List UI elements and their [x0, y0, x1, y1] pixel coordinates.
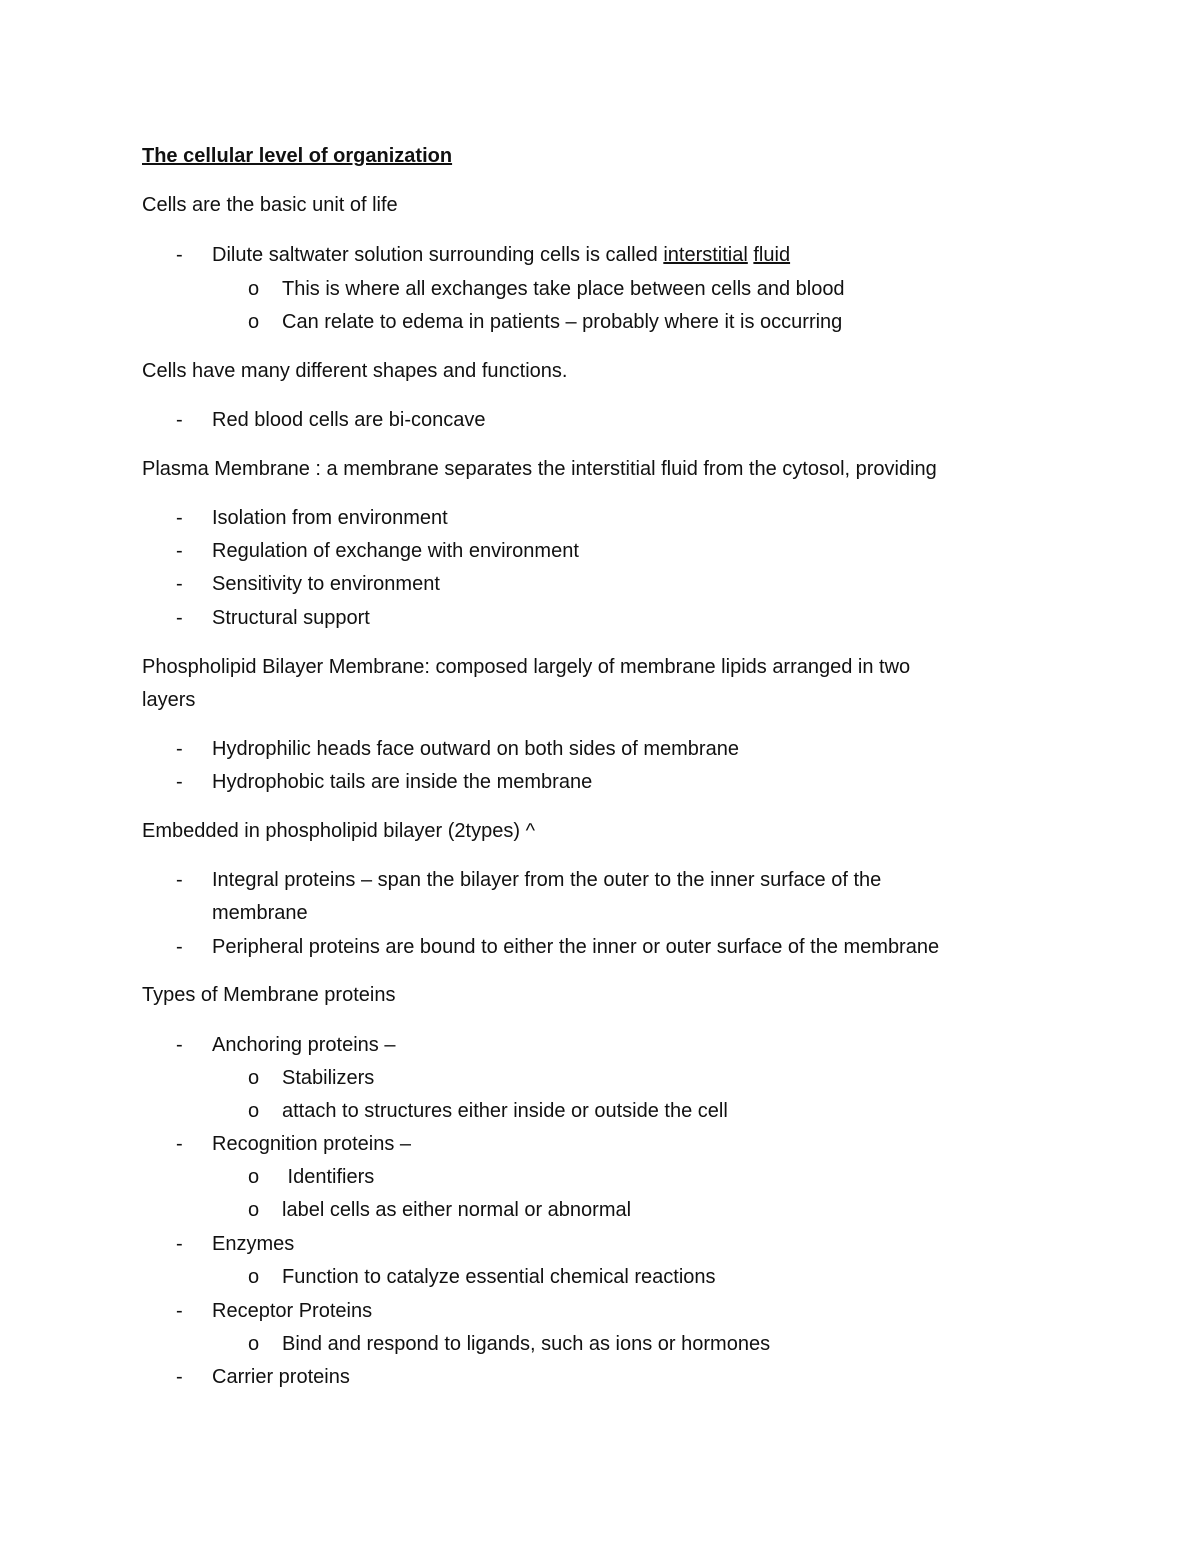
bullet-integral-line1: Integral proteins – span the bilayer from the outer to the inner surface of the: [212, 869, 882, 891]
dash-marker: -: [176, 540, 183, 562]
circle-marker: o: [248, 311, 260, 333]
dash-marker: -: [176, 738, 183, 760]
bullet-hydrophobic: Hydrophobic tails are inside the membrane: [212, 771, 593, 793]
subbullet-attach: attach to structures either inside or outside the cell: [282, 1100, 728, 1122]
dash-marker: -: [176, 244, 183, 266]
dash-marker: -: [176, 1034, 183, 1056]
circle-marker: o: [248, 1266, 260, 1288]
bullet-hydrophilic: Hydrophilic heads face outward on both sides of membrane: [212, 738, 739, 760]
circle-marker: o: [248, 1067, 260, 1089]
bullet-regulation: Regulation of exchange with environment: [212, 540, 579, 562]
dash-marker: -: [176, 1366, 183, 1388]
subbullet-ligands: Bind and respond to ligands, such as ions or hormones: [282, 1333, 771, 1355]
bullet-integral-line2: membrane: [212, 902, 308, 924]
underlined-term-interstitial: interstitial: [663, 244, 748, 266]
dash-marker: -: [176, 869, 183, 891]
paragraph-cells-basic-unit: Cells are the basic unit of life: [142, 194, 398, 216]
bullet-carrier: Carrier proteins: [212, 1366, 350, 1388]
underlined-term-fluid: fluid: [753, 244, 791, 266]
bullet-receptor: Receptor Proteins: [212, 1300, 373, 1322]
bullet-enzymes: Enzymes: [212, 1233, 295, 1255]
circle-marker: o: [248, 1166, 260, 1188]
page-title: The cellular level of organization: [142, 145, 453, 167]
subbullet-edema: Can relate to edema in patients – probably where it is occurring: [282, 311, 843, 333]
dash-marker: -: [176, 1233, 183, 1255]
bullet-recognition: Recognition proteins –: [212, 1133, 412, 1155]
bullet-anchoring: Anchoring proteins –: [212, 1034, 396, 1056]
paragraph-membrane-protein-types: Types of Membrane proteins: [142, 984, 396, 1006]
bullet-structural-support: Structural support: [212, 607, 370, 629]
dash-marker: -: [176, 607, 183, 629]
bullet-interstitial-fluid: [212, 242, 790, 268]
paragraph-plasma-membrane: Plasma Membrane : a membrane separates the interstitial fluid from the cytosol, providing: [142, 458, 937, 480]
dash-marker: -: [176, 771, 183, 793]
circle-marker: o: [248, 1333, 260, 1355]
dash-marker: -: [176, 936, 183, 958]
subbullet-identifiers: Identifiers: [282, 1166, 375, 1188]
subbullet-exchanges: This is where all exchanges take place between cells and blood: [282, 278, 845, 300]
bullet-peripheral: Peripheral proteins are bound to either the inner or outer surface of the membrane: [212, 936, 940, 958]
paragraph-phospholipid-line1: Phospholipid Bilayer Membrane: composed largely of membrane lipids arranged in two: [142, 656, 911, 678]
bullet-sensitivity: Sensitivity to environment: [212, 573, 440, 595]
subbullet-catalyze: Function to catalyze essential chemical reactions: [282, 1266, 716, 1288]
dash-marker: -: [176, 1300, 183, 1322]
bullet-isolation: Isolation from environment: [212, 507, 448, 529]
circle-marker: o: [248, 1199, 260, 1221]
dash-marker: -: [176, 573, 183, 595]
bullet-text: Dilute saltwater solution surrounding cells is called: [212, 244, 664, 266]
dash-marker: -: [176, 1133, 183, 1155]
paragraph-embedded: Embedded in phospholipid bilayer (2types) ^: [142, 820, 535, 842]
circle-marker: o: [248, 1100, 260, 1122]
circle-marker: o: [248, 278, 260, 300]
subbullet-label-cells: label cells as either normal or abnormal: [282, 1199, 632, 1221]
dash-marker: -: [176, 409, 183, 431]
dash-marker: -: [176, 507, 183, 529]
subbullet-stabilizers: Stabilizers: [282, 1067, 375, 1089]
paragraph-cell-shapes: Cells have many different shapes and functions.: [142, 360, 568, 382]
paragraph-phospholipid-line2: layers: [142, 689, 196, 711]
bullet-red-blood-cells: Red blood cells are bi-concave: [212, 409, 486, 431]
